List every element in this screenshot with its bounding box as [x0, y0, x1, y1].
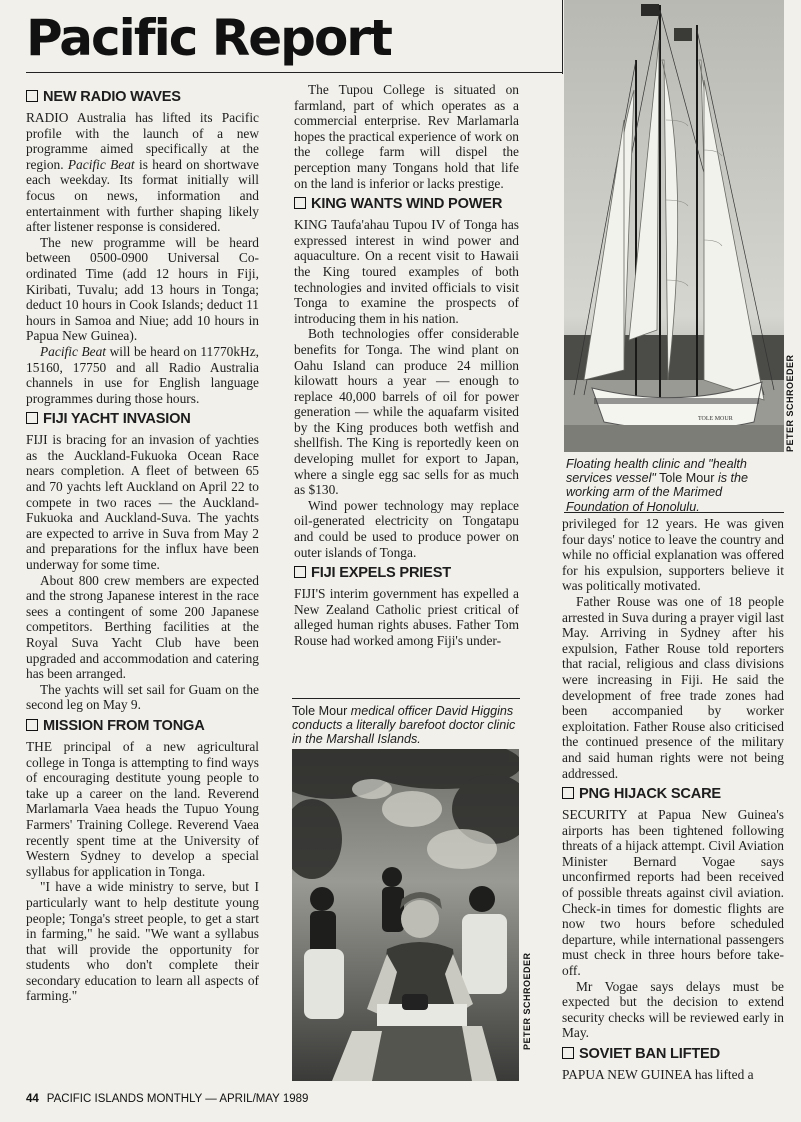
photo-top-credit: PETER SCHROEDER [785, 354, 795, 452]
checkbox-bullet-icon [26, 719, 38, 731]
column-3 [562, 516, 784, 1083]
headline-soviet: SOVIET BAN LIFTED [562, 1046, 784, 1063]
mission-paragraph-2: "I have a wide ministry to serve, but I particularly want to help destitute young people; Tonga's street people, to get a start in farming," he said. "We want a syllabus that will provide the opportunity for students who don't complete their secondary education to learn all aspects of farming." [26, 879, 259, 1004]
yacht-paragraph-3: The yachts will set sail for Guam on the second leg on May 9. [26, 681, 259, 713]
soviet-paragraph-1: PAPUA NEW GUINEA has lifted a [562, 1067, 754, 1082]
headline-wind: KING WANTS WIND POWER [294, 196, 519, 213]
page-footer [26, 1093, 308, 1105]
priest-paragraph-2: Father Rouse was one of 18 people arrested in Suva during a prayer vigil last May. Arriving in Sydney after his expulsion, Father Rouse told reporters that racial, religious and class divisions were increasing in Fiji. He said the development of free trade zones had been accompanied by worker exploitation. Father Rouse also criticised the continued presence of the military and said human rights were not being addressed. [562, 593, 784, 781]
doctor-clinic-image [292, 749, 519, 1081]
checkbox-bullet-icon [562, 1047, 574, 1059]
checkbox-bullet-icon [26, 412, 38, 424]
tall-ship-image [564, 0, 784, 452]
masthead-rule [26, 72, 562, 73]
masthead-title: Pacific Report [26, 9, 391, 67]
photo-mid-credit: PETER SCHROEDER [522, 952, 532, 1050]
caption-rule [292, 698, 520, 699]
hull-name-text: TOLE MOUR [698, 416, 733, 422]
publication-line: PACIFIC ISLANDS MONTHLY — APRIL/MAY 1989 [46, 1093, 309, 1105]
yacht-paragraph-2: About 800 crew members are expected and the strong Japanese interest in the race sees a contingent of some 200 Japanese competitors. Berthing facilities at the Royal Suva Yacht Club have been upgraded and accommodation and catering has been arranged. [26, 572, 259, 682]
hijack-paragraph-2: Mr Vogae says delays must be expected but the decision to extend security checks will be reviewed early in May. [562, 978, 784, 1041]
headline-priest: FIJI EXPELS PRIEST [294, 565, 519, 582]
page-number: 44 [26, 1093, 39, 1105]
checkbox-bullet-icon [562, 787, 574, 799]
priest-paragraph-1: FIJI'S interim government has expelled a New Zealand Catholic priest critical of alleged human rights abuses. Father Tom Rouse had worked among Fiji's under- [294, 586, 519, 648]
radio-paragraph-3: Pacific Beat will be heard on 11770kHz, 15160, 17750 and all Radio Australia channels in use for English language programmes during those hours. [26, 343, 259, 406]
mission-paragraph-1: THE principal of a new agricultural college in Tonga is attempting to find ways of encouraging destitute young people to take up a career on the land. Reverend Marlamarla Vaea heads the Tupuo Young Farmers' Training College. Reverend Vaea recently spent time at the University of Western Sydney to develop a special syllabus for application in Tonga. [26, 738, 259, 879]
radio-paragraph-2: The new programme will be heard between 0500-0900 Universal Co-ordinated Time (add 12 hours in Fiji, Kiribati, Tuvalu; add 13 hours in Tonga; deduct 10 hours in Cook Islands; deduct 11 hours in Samoa and Niue; add 10 hours in Papua New Guinea). [26, 234, 259, 344]
photo-divider [562, 0, 563, 74]
headline-hijack: PNG HIJACK SCARE [562, 786, 784, 803]
photo-mid-caption: Tole Mour medical officer David Higgins conducts a literally barefoot doctor clinic in the Marshall Islands. [292, 704, 516, 747]
photo-doctor-clinic [292, 749, 519, 1081]
checkbox-bullet-icon [294, 197, 306, 209]
yacht-paragraph-1: FIJI is bracing for an invasion of yachties as the Auckland-Fukuoka Ocean Race nears completion. A fleet of between 65 and 70 yachts left Auckland on April 22 to compete in two races — the Auckland-Fukuoka and Auckland-Suva. The yachts are expected to arrive in Suva from May 2 and preparations for the influx have been underway for some time. [26, 432, 259, 573]
checkbox-bullet-icon [26, 90, 38, 102]
photo-tall-ship [564, 0, 784, 452]
photo-top-caption: Floating health clinic and "health services vessel" Tole Mour is the working arm of the Marimed Foundation of Honolulu. [566, 457, 749, 514]
caption-rule-right [564, 512, 784, 513]
wind-paragraph-3: Wind power technology may replace oil-generated electricity on Tongatapu and could be used to produce power on outer islands of Tonga. [294, 497, 519, 560]
wind-paragraph-1: KING Taufa'ahau Tupou IV of Tonga has expressed interest in wind power and aquaculture. On a recent visit to Hawaii the King toured examples of both technologies and invited officials to visit Tonga to examine the prospects of introducing them in his nation. [294, 217, 519, 326]
priest-paragraph-1-continued: privileged for 12 years. He was given four days' notice to leave the country and while no official explanation was offered for his expulsion, supporters believe it was politically motivated. [562, 516, 784, 594]
mission-paragraph-3: The Tupou College is situated on farmland, part of which operates as a commercial enterprise. Rev Marlamarla hopes the practical experience of work on the college farm will dispel the perception many Tongans hold that life on the land is inferior or lacks prestige. [294, 82, 519, 191]
headline-yacht: FIJI YACHT INVASION [26, 411, 259, 428]
radio-paragraph-1: RADIO Australia has lifted its Pacific profile with the launch of a new programme aimed specifically at the region. Pacific Beat is heard on shortwave each weekday. Its format initially will focus on news, information and entertainment with further shaping likely after listener response is considered. [26, 110, 260, 235]
column-1 [26, 84, 259, 1004]
checkbox-bullet-icon [294, 566, 306, 578]
wind-paragraph-2: Both technologies offer considerable benefits for Tonga. The wind plant on Oahu Island can produce 24 million kilowatt hours a year — enough to replace 40,000 barrels of oil for power generation — while the aquafarm visited by the King produces both wetfish and shellfish. The King is reportedly keen on developing mullet for export to Japan, where a single egg sac sells for as much as $130. [294, 326, 519, 498]
hijack-paragraph-1: SECURITY at Papua New Guinea's airports has been tightened following threats of a hijack attempt. Civil Aviation Minister Bernard Vogae says unconfirmed reports had been received of possible threats against civil aviation. Check-in times for domestic flights are now two hours before scheduled departure, while international passengers must check in three hours before take-off. [562, 807, 784, 979]
column-2 [294, 82, 519, 649]
headline-mission: MISSION FROM TONGA [26, 718, 259, 735]
headline-radio: NEW RADIO WAVES [26, 89, 259, 106]
